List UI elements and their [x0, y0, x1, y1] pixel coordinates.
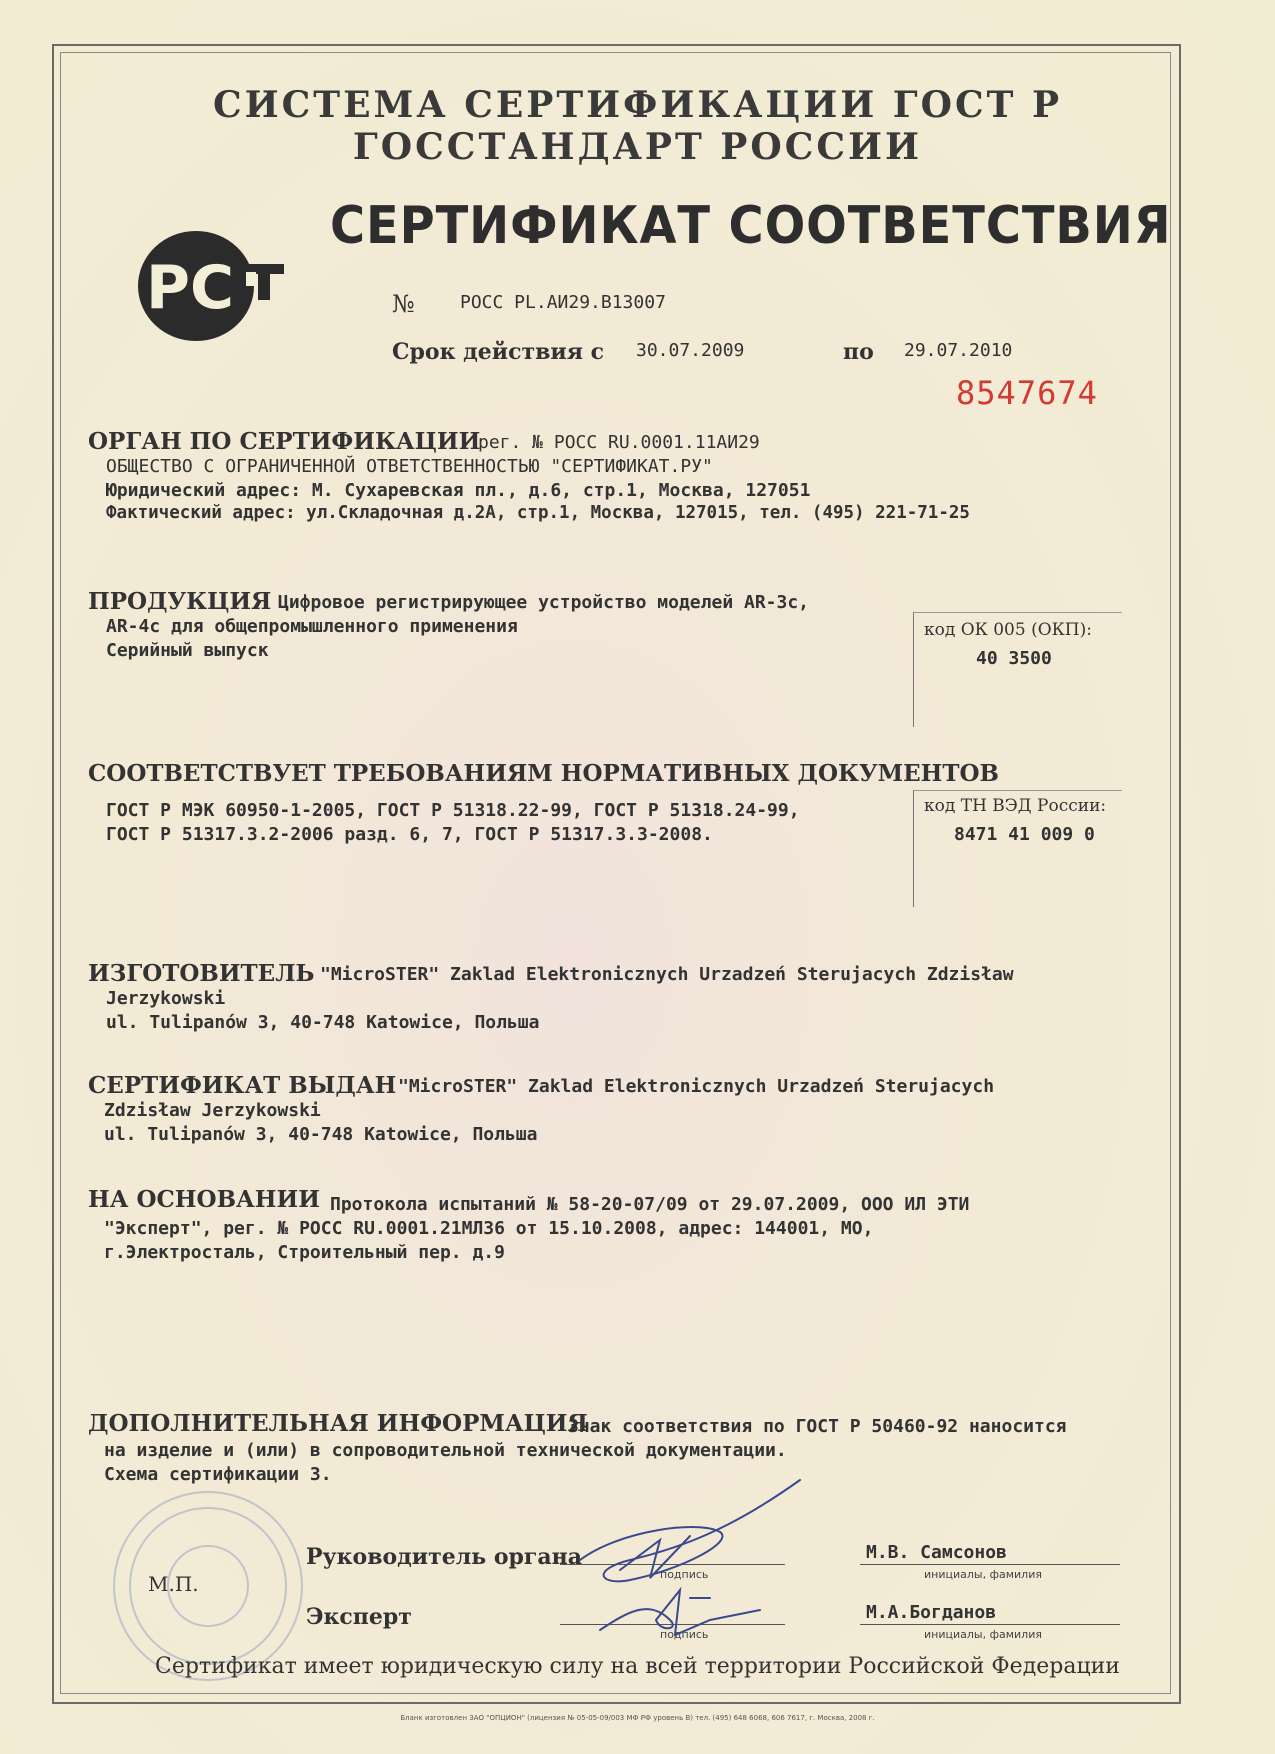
head-name-caption: инициалы, фамилия [924, 1568, 1042, 1581]
certificate-title: СЕРТИФИКАТ СООТВЕТСТВИЯ [330, 196, 1172, 256]
product-line-1: Цифровое регистрирующее устройство моделей AR-3с, [278, 592, 810, 613]
issued-label: СЕРТИФИКАТ ВЫДАН [88, 1072, 397, 1099]
expert-label: Эксперт [306, 1604, 412, 1630]
basis-label: НА ОСНОВАНИИ [88, 1186, 320, 1213]
system-heading: СИСТЕМА СЕРТИФИКАЦИИ ГОСТ Р [212, 84, 1063, 126]
conformity-line-1: ГОСТ Р МЭК 60950-1-2005, ГОСТ Р 51318.22-99, ГОСТ Р 51318.24-99, [106, 800, 800, 821]
okp-label: код ОК 005 (ОКП): [924, 620, 1092, 640]
manufacturer-line-1: "MicroSTER" Zaklad Elektronicznych Urzadzeń Sterujacych Zdzisław [320, 964, 1014, 985]
organ-actual-address: Фактический адрес: ул.Складочная д.2А, стр.1, Москва, 127015, тел. (495) 221-71-25 [106, 503, 970, 523]
product-line-3: Серийный выпуск [106, 640, 269, 661]
manufacturer-label: ИЗГОТОВИТЕЛЬ [88, 960, 315, 987]
product-label: ПРОДУКЦИЯ [88, 588, 272, 615]
product-line-2: AR-4с для общепромышленного применения [106, 616, 518, 637]
head-name: М.В. Самсонов [866, 1542, 1007, 1563]
additional-line-2: на изделие и (или) в сопроводительной технической документации. [104, 1440, 787, 1461]
serial-number: 8547674 [956, 374, 1098, 412]
valid-to-label: по [843, 339, 874, 365]
valid-to: 29.07.2010 [904, 340, 1013, 361]
tnved-value: 8471 41 009 0 [954, 824, 1095, 845]
handwritten-signature-icon [560, 1470, 820, 1650]
manufacturer-line-2: Jerzykowski [106, 988, 226, 1009]
legal-notice: Сертификат имеет юридическую силу на всей территории Российской Федерации [155, 1654, 1120, 1679]
additional-line-3: Схема сертификации 3. [104, 1464, 332, 1485]
organ-legal-address: Юридический адрес: М. Сухаревская пл., д.6, стр.1, Москва, 127051 [106, 480, 811, 501]
basis-line-3: г.Электросталь, Строительный пер. д.9 [104, 1242, 505, 1263]
organ-label: ОРГАН ПО СЕРТИФИКАЦИИ [88, 428, 481, 455]
number-label: № [392, 290, 415, 318]
valid-from: 30.07.2009 [636, 340, 745, 361]
expert-sign-caption: подпись [660, 1628, 709, 1641]
validity-label: Срок действия с [392, 339, 605, 365]
blank-printer-note: Бланк изготовлен ЗАО "ОПЦИОН" (лицензия № 05-05-09/003 МФ РФ уровень В) тел. (495) 648 6068, 606 7617, г. Москва, 2008 г. [400, 1714, 875, 1722]
manufacturer-address: ul. Tulipanów 3, 40-748 Katowice, Польша [106, 1012, 540, 1033]
okp-value: 40 3500 [976, 648, 1052, 669]
expert-name: М.А.Богданов [866, 1602, 997, 1623]
conformity-line-2: ГОСТ Р 51317.3.2-2006 разд. 6, 7, ГОСТ Р 51317.3.3-2008. [106, 824, 713, 845]
tnved-label: код ТН ВЭД России: [924, 796, 1107, 816]
additional-line-1: Знак соответствия по ГОСТ Р 50460-92 наносится [568, 1416, 1067, 1437]
head-sign-caption: подпись [660, 1568, 709, 1581]
organ-reg: рег. № РОСС RU.0001.11АИ29 [478, 432, 760, 453]
organ-name: ОБЩЕСТВО С ОГРАНИЧЕННОЙ ОТВЕТСТВЕННОСТЬЮ "СЕРТИФИКАТ.РУ" [106, 456, 713, 477]
expert-name-caption: инициалы, фамилия [924, 1628, 1042, 1641]
head-label: Руководитель органа [306, 1544, 583, 1570]
conformity-label: СООТВЕТСТВУЕТ ТРЕБОВАНИЯМ НОРМАТИВНЫХ ДОКУМЕНТОВ [88, 760, 999, 787]
agency-heading: ГОССТАНДАРТ РОССИИ [352, 126, 923, 168]
issued-line-1: "MicroSTER" Zaklad Elektronicznych Urzadzeń Sterujacych [398, 1076, 995, 1097]
certificate-number: РОСС PL.АИ29.В13007 [460, 292, 666, 313]
basis-line-1: Протокола испытаний № 58-20-07/09 от 29.07.2009, ООО ИЛ ЭТИ [330, 1194, 970, 1215]
additional-label: ДОПОЛНИТЕЛЬНАЯ ИНФОРМАЦИЯ [88, 1410, 588, 1437]
stamp-label: М.П. [148, 1572, 199, 1596]
issued-line-2: Zdzisław Jerzykowski [104, 1100, 321, 1121]
rst-mark-icon [136, 228, 286, 348]
svg-text:РС: РС [145, 253, 235, 323]
expert-name-line [860, 1624, 1120, 1625]
issued-address: ul. Tulipanów 3, 40-748 Katowice, Польша [104, 1124, 538, 1145]
head-name-line [860, 1564, 1120, 1565]
basis-line-2: "Эксперт", рег. № РОСС RU.0001.21МЛ36 от 15.10.2008, адрес: 144001, МО, [104, 1218, 874, 1239]
